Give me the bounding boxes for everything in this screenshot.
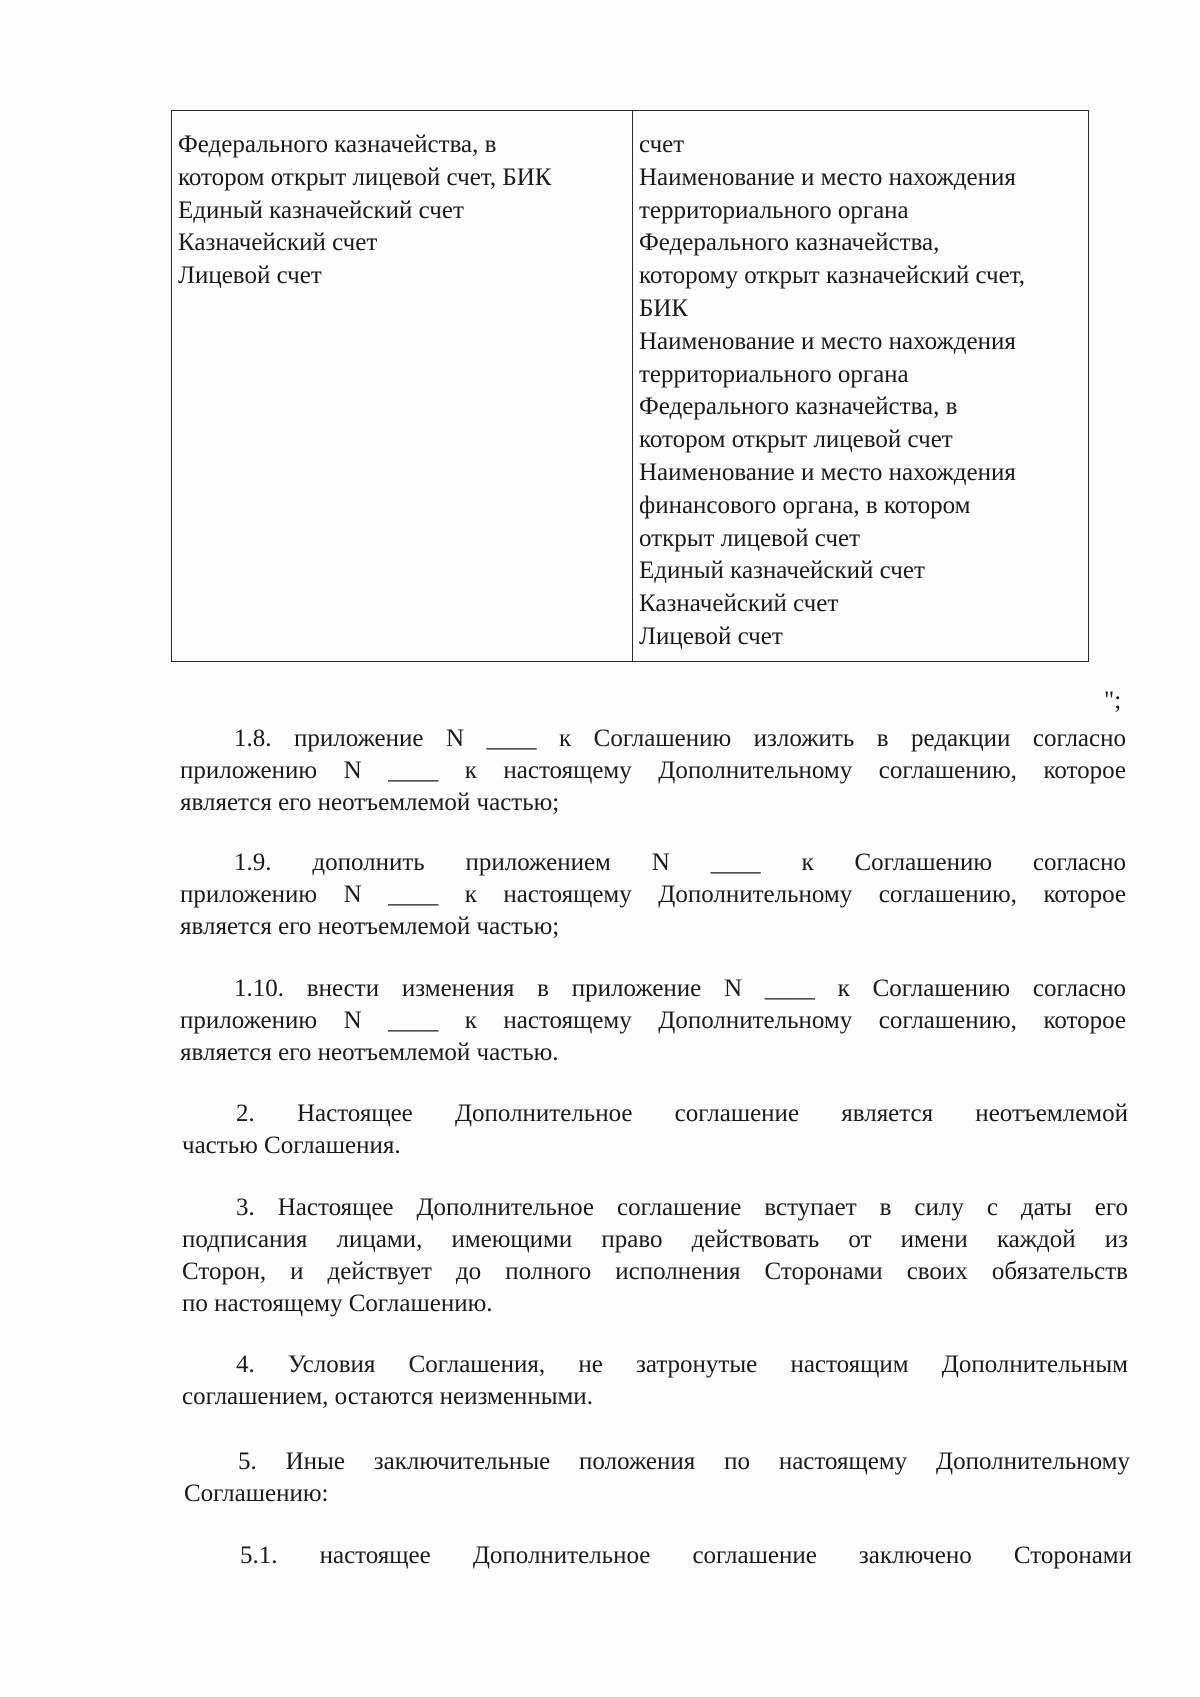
paragraph-1-9 bbox=[180, 847, 1126, 943]
table-left-line: Федерального казначейства, в bbox=[178, 131, 497, 158]
paragraph-line: 1.9. дополнить приложением N ____ к Соглашению согласно bbox=[234, 849, 1126, 876]
paragraph-line: подписания лицами, имеющими право действовать от имени каждой из bbox=[182, 1226, 1128, 1253]
paragraph-line: Соглашению: bbox=[184, 1480, 329, 1507]
table-left-line: котором открыт лицевой счет, БИК bbox=[178, 163, 552, 191]
table-right-line: Лицевой счет bbox=[639, 622, 783, 650]
paragraph-line: 5. Иные заключительные положения по настоящему Дополнительному bbox=[238, 1448, 1130, 1475]
table-cell-left bbox=[172, 111, 633, 661]
paragraph-line: соглашением, остаются неизменными. bbox=[182, 1383, 593, 1410]
table-right-line: счет bbox=[639, 131, 685, 158]
table-right-line: финансового органа, в котором bbox=[639, 491, 971, 519]
table-right-line: Наименование и место нахождения bbox=[639, 327, 1016, 355]
paragraph-line: по настоящему Соглашению. bbox=[182, 1290, 493, 1317]
table-right-line: территориального органа bbox=[639, 360, 909, 388]
table-right-line: открыт лицевой счет bbox=[639, 524, 860, 552]
table-cell-right bbox=[633, 111, 1088, 661]
paragraph-2 bbox=[182, 1098, 1128, 1162]
paragraph-line: является его неотъемлемой частью. bbox=[180, 1039, 559, 1066]
paragraph-line: является его неотъемлемой частью; bbox=[180, 789, 560, 816]
paragraph-1-8 bbox=[180, 723, 1126, 819]
paragraph-line: 1.8. приложение N ____ к Соглашению изложить в редакции согласно bbox=[234, 725, 1126, 752]
table-right-line: Наименование и место нахождения bbox=[639, 163, 1016, 191]
paragraph-line: 2. Настоящее Дополнительное соглашение является неотъемлемой bbox=[236, 1100, 1128, 1127]
paragraph-3 bbox=[182, 1192, 1128, 1320]
table-right-line: Наименование и место нахождения bbox=[639, 458, 1016, 486]
table-right-line: БИК bbox=[639, 294, 689, 322]
paragraph-line: частью Соглашения. bbox=[182, 1132, 401, 1159]
table-right-line: Единый казначейский счет bbox=[639, 557, 925, 585]
table-left-line: Единый казначейский счет bbox=[178, 196, 464, 224]
paragraph-line: приложению N ____ к настоящему Дополнительному соглашению, которое bbox=[180, 1007, 1126, 1034]
table-right-line: котором открыт лицевой счет bbox=[639, 426, 953, 454]
paragraph-5 bbox=[184, 1446, 1130, 1510]
paragraph-line: 4. Условия Соглашения, не затронутые настоящим Дополнительным bbox=[236, 1351, 1128, 1378]
table-right-line: которому открыт казначейский счет, bbox=[639, 262, 1026, 290]
table-right-line: Федерального казначейства, в bbox=[639, 393, 958, 421]
paragraph-line: приложению N ____ к настоящему Дополнительному соглашению, которое bbox=[180, 757, 1126, 784]
table-right-line: территориального органа bbox=[639, 196, 909, 224]
table-left-line: Казначейский счет bbox=[178, 229, 378, 257]
paragraph-4 bbox=[182, 1349, 1128, 1413]
paragraph-line: Сторон, и действует до полного исполнения Сторонами своих обязательств bbox=[182, 1258, 1128, 1285]
paragraph-5-1 bbox=[186, 1540, 1132, 1572]
table-right-line: Казначейский счет bbox=[639, 590, 839, 618]
table-left-line: Лицевой счет bbox=[178, 262, 322, 290]
paragraph-1-10 bbox=[180, 973, 1126, 1069]
paragraph-line: приложению N ____ к настоящему Дополнительному соглашению, которое bbox=[180, 881, 1126, 908]
table-right-line: Федерального казначейства, bbox=[639, 229, 940, 257]
paragraph-line: является его неотъемлемой частью; bbox=[180, 913, 560, 940]
paragraph-line: 3. Настоящее Дополнительное соглашение вступает в силу с даты его bbox=[236, 1194, 1128, 1221]
paragraph-line: 5.1. настоящее Дополнительное соглашение заключено Сторонами bbox=[240, 1542, 1132, 1569]
closing-quote: "; bbox=[1104, 687, 1122, 714]
bank-details-table bbox=[171, 110, 1089, 662]
paragraph-line: 1.10. внести изменения в приложение N ____ к Соглашению согласно bbox=[234, 975, 1126, 1002]
